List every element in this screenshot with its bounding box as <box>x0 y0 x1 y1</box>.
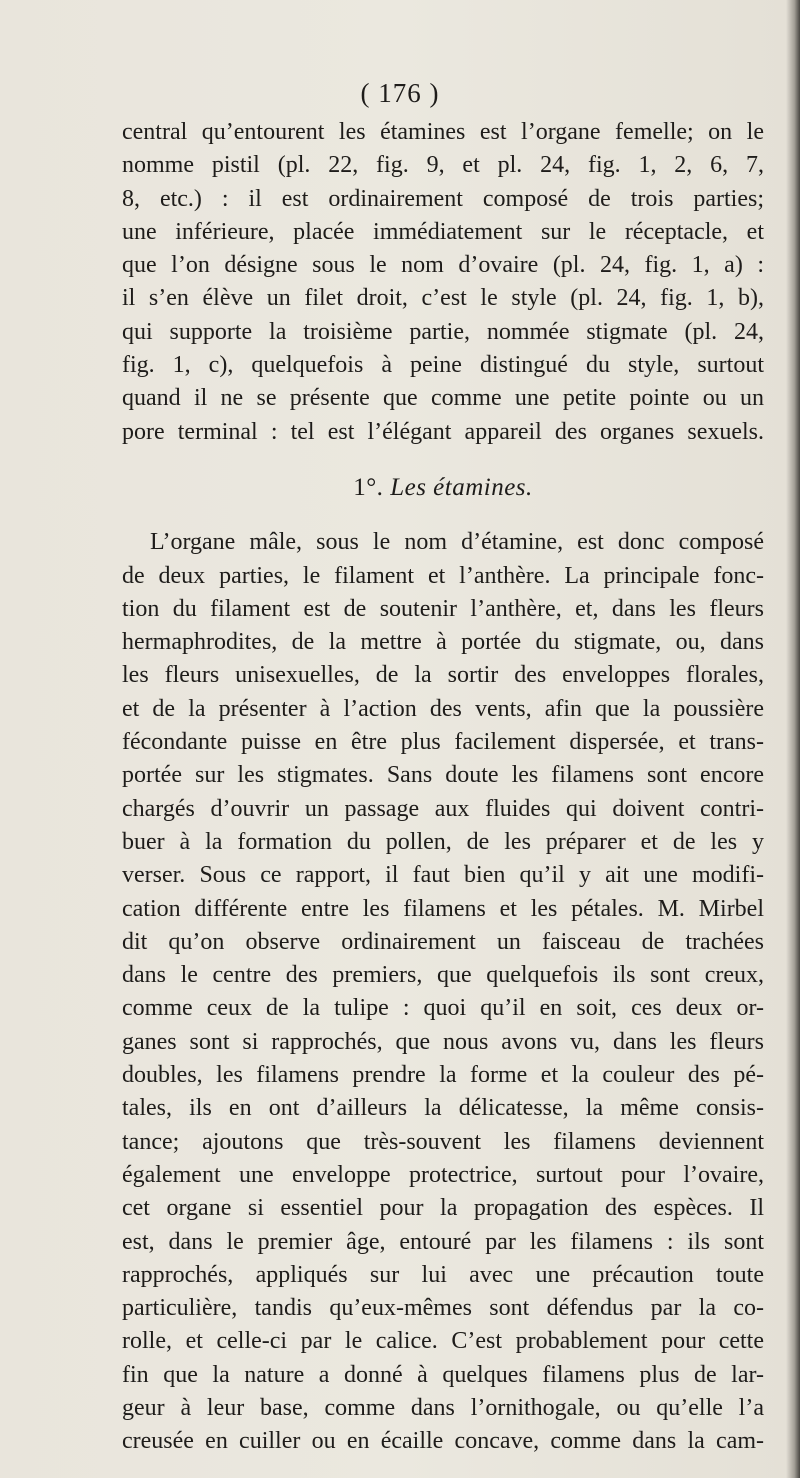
text-line: quand il ne se présente que comme une petite pointe ou un <box>122 385 764 412</box>
text-line: ganes sont si rapprochés, que nous avons vu, dans les fleurs <box>122 1028 764 1055</box>
section-number: 1°. <box>353 473 384 501</box>
page-text <box>122 116 764 1459</box>
text-line: pore terminal : tel est l’élégant appareil des organes sexuels. <box>122 418 764 445</box>
text-line: tales, ils en ont d’ailleurs la délicatesse, la même consis- <box>122 1095 764 1122</box>
paragraph-etamines <box>122 526 764 1458</box>
text-line: fécondante puisse en être plus facilement dispersée, et trans- <box>122 729 764 756</box>
text-line: chargés d’ouvrir un passage aux fluides qui doivent contri- <box>122 795 764 822</box>
text-line: dit qu’on observe ordinairement un faisceau de trachées <box>122 928 764 955</box>
text-line: verser. Sous ce rapport, il faut bien qu’il y ait une modifi- <box>122 862 764 889</box>
text-line: que l’on désigne sous le nom d’ovaire (pl. 24, fig. 1, a) : <box>122 252 764 279</box>
page-edge-shadow <box>786 0 800 1478</box>
text-line: fin que la nature a donné à quelques filamens plus de lar- <box>122 1361 764 1388</box>
paragraph-pistil <box>122 116 764 449</box>
text-line: également une enveloppe protectrice, surtout pour l’ovaire, <box>122 1161 764 1188</box>
text-line: creusée en cuiller ou en écaille concave, comme dans la cam- <box>122 1428 764 1455</box>
text-line: rolle, et celle-ci par le calice. C’est probablement pour cette <box>122 1328 764 1355</box>
text-line: comme ceux de la tulipe : quoi qu’il en soit, ces deux or- <box>122 995 764 1022</box>
text-line: doubles, les filamens prendre la forme et la couleur des pé- <box>122 1062 764 1089</box>
text-line: il s’en élève un filet droit, c’est le style (pl. 24, fig. 1, b), <box>122 285 764 312</box>
text-line: rapprochés, appliqués sur lui avec une précaution toute <box>122 1261 764 1288</box>
text-line: cation différente entre les filamens et les pétales. M. Mirbel <box>122 895 764 922</box>
text-line: est, dans le premier âge, entouré par les filamens : ils sont <box>122 1228 764 1255</box>
text-line: les fleurs unisexuelles, de la sortir des enveloppes florales, <box>122 662 764 689</box>
text-line: dans le centre des premiers, que quelquefois ils sont creux, <box>122 962 764 989</box>
text-line: portée sur les stigmates. Sans doute les filamens sont encore <box>122 762 764 789</box>
text-line: hermaphrodites, de la mettre à portée du stigmate, ou, dans <box>122 629 764 656</box>
section-heading <box>122 471 764 504</box>
text-line: de deux parties, le filament et l’anthère. La principale fonc- <box>122 562 764 589</box>
page-number: ( 176 ) <box>360 78 440 108</box>
text-line: central qu’entourent les étamines est l’organe femelle; on le <box>122 119 764 145</box>
text-line: une inférieure, placée immédiatement sur le réceptacle, et <box>122 218 764 245</box>
text-line: 8, etc.) : il est ordinairement composé de trois parties; <box>122 185 764 212</box>
text-line: tion du filament est de soutenir l’anthère, et, dans les fleurs <box>122 595 764 622</box>
section-title: Les étamines. <box>390 473 533 501</box>
text-line: fig. 1, c), quelquefois à peine distingué du style, surtout <box>122 352 764 379</box>
text-line: cet organe si essentiel pour la propagation des espèces. Il <box>122 1195 764 1222</box>
text-line: buer à la formation du pollen, de les préparer et de les y <box>122 828 764 855</box>
text-line: nomme pistil (pl. 22, fig. 9, et pl. 24, fig. 1, 2, 6, 7, <box>122 152 764 179</box>
text-line: tance; ajoutons que très-souvent les filamens deviennent <box>122 1128 764 1155</box>
text-line: et de la présenter à l’action des vents, afin que la poussière <box>122 695 764 722</box>
text-line: geur à leur base, comme dans l’ornithogale, ou qu’elle l’a <box>122 1394 764 1421</box>
text-line: qui supporte la troisième partie, nommée stigmate (pl. 24, <box>122 318 764 345</box>
text-line: particulière, tandis qu’eux-mêmes sont défendus par la co- <box>122 1295 764 1322</box>
text-line: L’organe mâle, sous le nom d’étamine, est donc composé <box>150 529 764 556</box>
